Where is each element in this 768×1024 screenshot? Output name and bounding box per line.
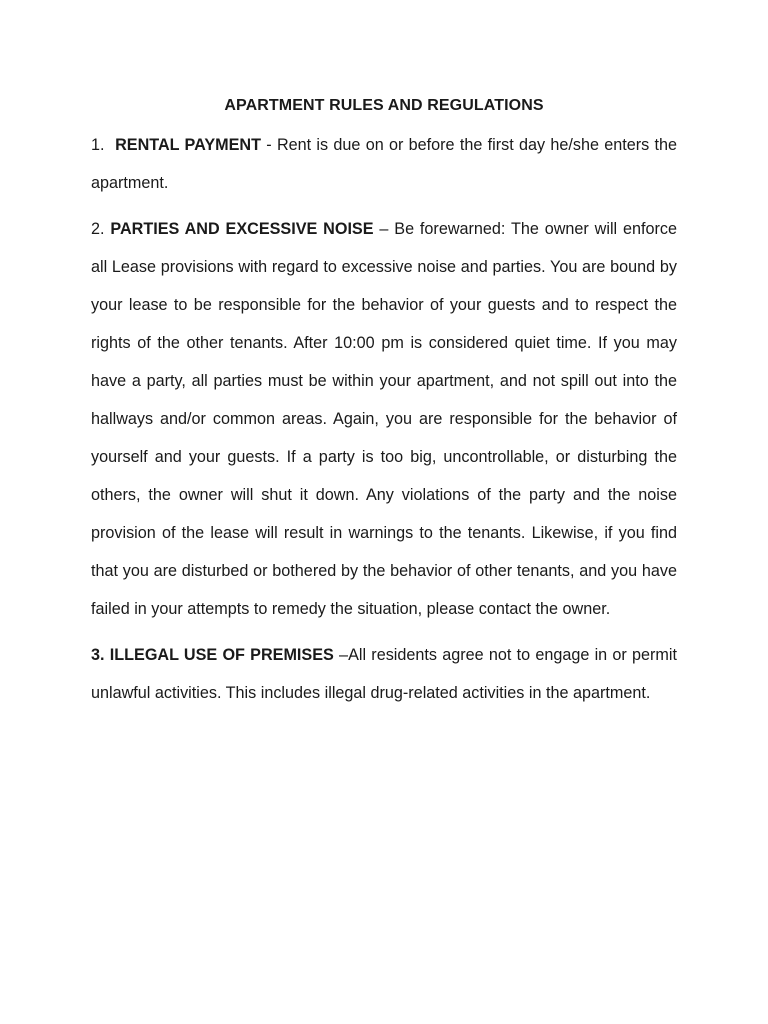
rule-number: 2. bbox=[91, 220, 105, 238]
rule-text: Rent is due on or before the first day he/she enters the apartment. bbox=[91, 136, 678, 192]
rule-rental-payment bbox=[91, 126, 677, 202]
rule-text: All residents agree not to engage in or permit unlawful activities. This includes illegal drug-related activities in the apartment. bbox=[91, 646, 678, 702]
rule-number: 1. bbox=[91, 136, 105, 154]
document-title: APARTMENT RULES AND REGULATIONS bbox=[224, 97, 544, 114]
rule-separator: – bbox=[333, 646, 349, 664]
rule-heading: RENTAL PAYMENT bbox=[115, 136, 261, 154]
rule-heading: ILLEGAL USE OF PREMISES bbox=[109, 646, 334, 664]
rule-parties-noise bbox=[91, 210, 677, 628]
rule-illegal-use bbox=[91, 636, 677, 712]
rule-separator: - bbox=[260, 136, 277, 154]
rule-heading: PARTIES AND EXCESSIVE NOISE bbox=[110, 220, 374, 238]
rule-text: Be forewarned: The owner will enforce all Lease provisions with regard to excessive noise and parties. You are bound by your lease to be responsible for the behavior of your guests and to respect the rights of the other tenants. After 10:00 pm is considered quiet time. If you may have a party, all parties must be within your apartment, and not spill out into the hallways and/or common areas. Again, you are responsible for the behavior of yourself and your guests. If a party is too big, uncontrollable, or disturbing the others, the owner will shut it down. Any violations of the party and the noise provision of the lease will result in warnings to the tenants. Likewise, if you find that you are disturbed or bothered by the behavior of other tenants, and you have failed in your attempts to remedy the situation, please contact the owner. bbox=[91, 220, 678, 618]
document-page bbox=[91, 92, 677, 720]
rule-separator: – bbox=[373, 220, 395, 238]
rule-number: 3. bbox=[91, 646, 105, 664]
